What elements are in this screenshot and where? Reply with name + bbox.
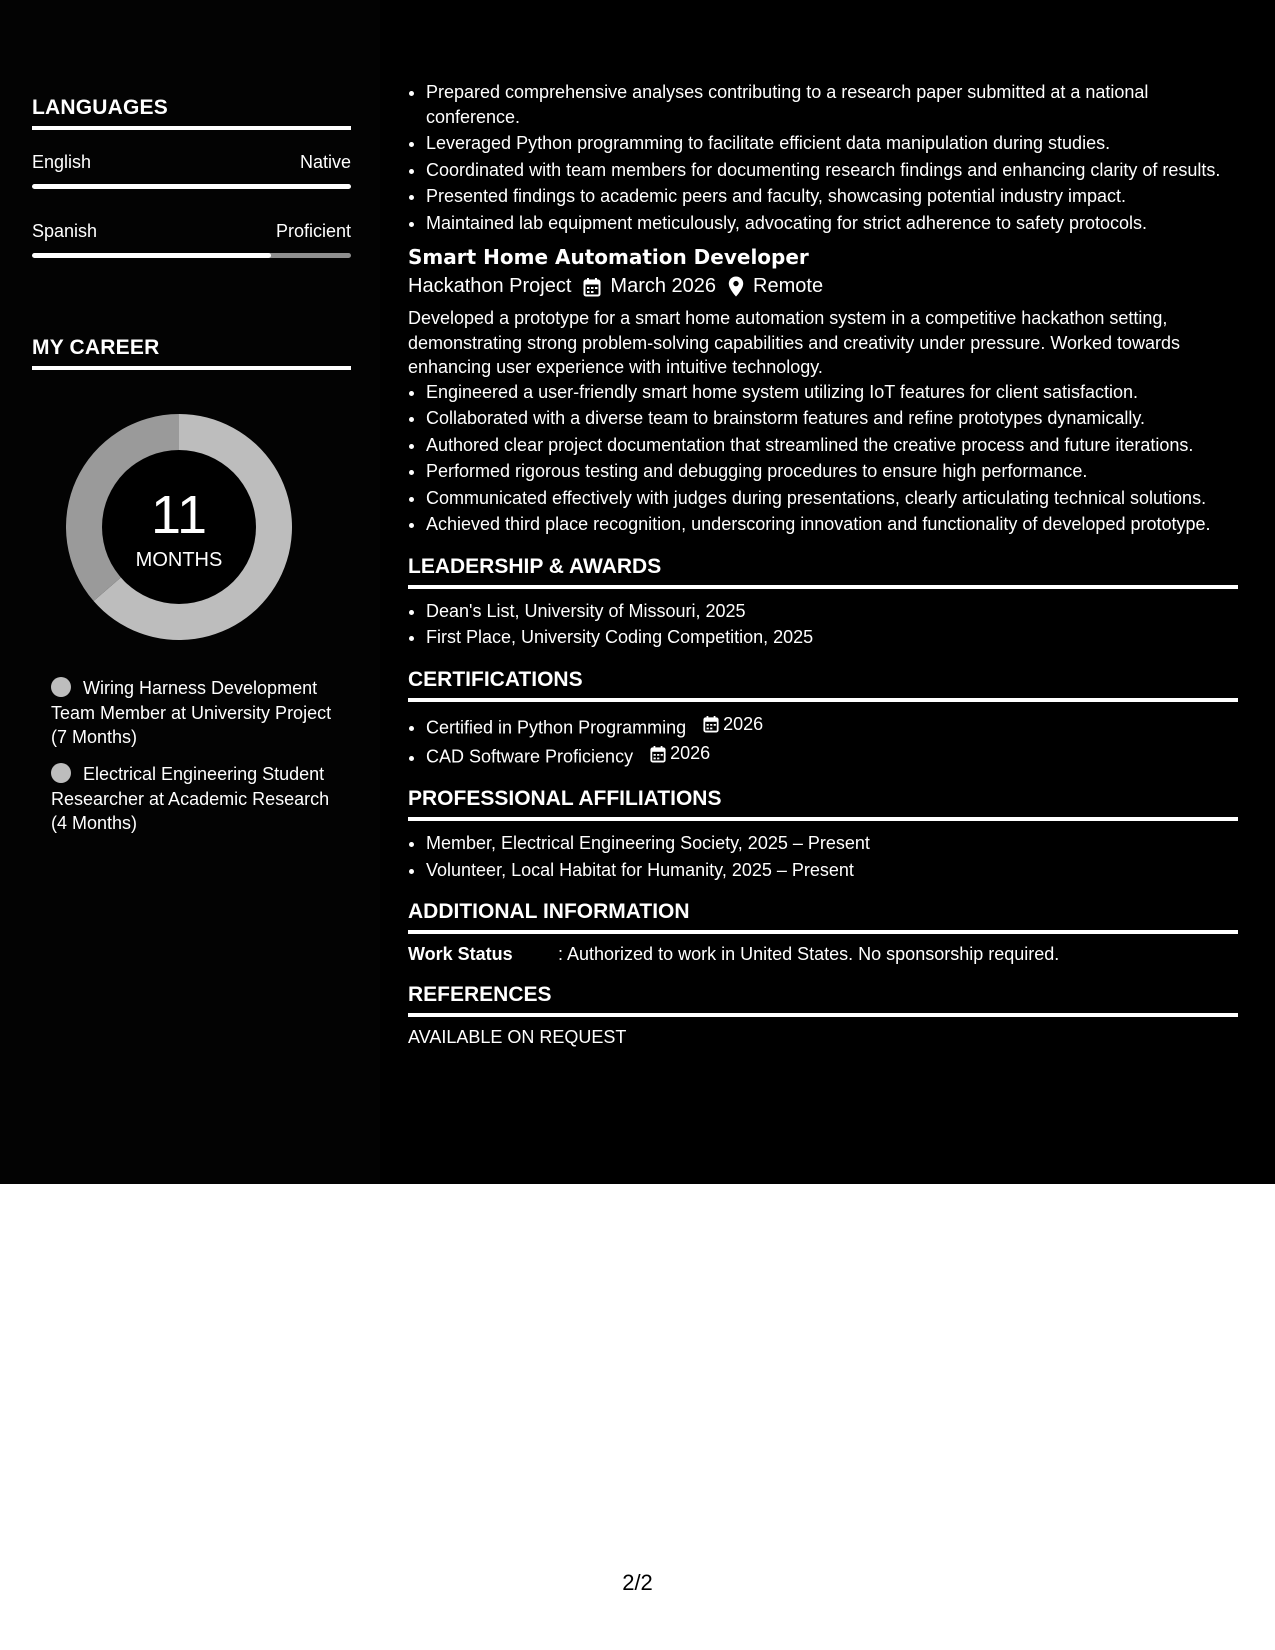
certification-year: 2026 bbox=[723, 713, 764, 734]
career-total-months: 11 bbox=[150, 485, 208, 545]
research-bullet: • Leveraged Python programming to facilitate efficient data manipulation during studies. bbox=[426, 131, 1238, 156]
affiliations-heading: PROFESSIONAL AFFILIATIONS bbox=[408, 787, 1238, 821]
certification-item bbox=[426, 712, 1238, 740]
career-item bbox=[51, 762, 341, 836]
affiliation-item: • Member, Electrical Engineering Society, 2025 – Present bbox=[426, 831, 1238, 856]
job-bullet: • Collaborated with a diverse team to brainstorm features and refine prototypes dynamically. bbox=[426, 406, 1238, 431]
language-row-spanish bbox=[32, 221, 351, 242]
language-level: Native bbox=[299, 152, 351, 172]
main-column bbox=[408, 80, 1238, 1048]
certifications-list bbox=[408, 712, 1238, 770]
language-bar-spanish bbox=[32, 253, 351, 258]
career-item-label: Electrical Engineering Student Researcher at Academic Research (4 Months) bbox=[51, 764, 330, 833]
certification-date bbox=[703, 712, 763, 737]
language-bar-fill bbox=[32, 253, 271, 258]
calendar-icon bbox=[650, 745, 666, 763]
references-text: AVAILABLE ON REQUEST bbox=[408, 1027, 627, 1047]
awards-list bbox=[408, 599, 1238, 650]
certifications-heading: CERTIFICATIONS bbox=[408, 668, 1238, 702]
work-status-label: Work Status bbox=[408, 944, 513, 964]
language-row-english bbox=[32, 152, 351, 173]
certification-date bbox=[650, 741, 710, 766]
calendar-icon bbox=[703, 715, 719, 733]
career-item bbox=[51, 676, 341, 750]
awards-heading: LEADERSHIP & AWARDS bbox=[408, 555, 1238, 589]
language-name: English bbox=[32, 152, 92, 172]
language-bar-fill bbox=[32, 184, 351, 189]
certification-year: 2026 bbox=[670, 743, 711, 764]
language-name: Spanish bbox=[32, 221, 98, 241]
job-organization: Hackathon Project bbox=[408, 275, 572, 297]
career-item-label: Wiring Harness Development Team Member at University Project (7 Months) bbox=[51, 678, 332, 747]
calendar-icon bbox=[583, 277, 601, 297]
job-location: Remote bbox=[753, 275, 824, 297]
job-date: March 2026 bbox=[610, 275, 717, 297]
language-bar-english bbox=[32, 184, 351, 189]
research-bullet: • Prepared comprehensive analyses contributing to a research paper submitted at a national conference. bbox=[426, 80, 1238, 129]
references-heading: REFERENCES bbox=[408, 983, 1238, 1017]
affiliations-list bbox=[408, 831, 1238, 882]
affiliation-item: • Volunteer, Local Habitat for Humanity, 2025 – Present bbox=[426, 858, 1238, 883]
award-item: • Dean's List, University of Missouri, 2025 bbox=[426, 599, 1238, 624]
job-description: Developed a prototype for a smart home automation system in a competitive hackathon setting, demonstrating strong problem-solving capabilities and creativity under pressure. Worked towards enhancing user experience with intuitive technology. bbox=[408, 308, 1181, 377]
job-bullet: • Engineered a user-friendly smart home system utilizing IoT features for client satisfaction. bbox=[426, 380, 1238, 405]
career-heading: MY CAREER bbox=[32, 336, 351, 370]
certification-name: CAD Software Proficiency bbox=[426, 746, 634, 767]
career-legend-dot bbox=[51, 677, 71, 697]
languages-heading: LANGUAGES bbox=[32, 96, 351, 130]
job-bullet: • Communicated effectively with judges during presentations, clearly articulating technical solutions. bbox=[426, 486, 1238, 511]
job-meta bbox=[408, 275, 1238, 298]
career-legend-dot bbox=[51, 763, 71, 783]
research-bullet-list bbox=[408, 80, 1238, 235]
research-bullet: • Maintained lab equipment meticulously, advocating for strict adherence to safety protocols. bbox=[426, 211, 1238, 236]
research-bullet: • Coordinated with team members for documenting research findings and enhancing clarity of results. bbox=[426, 158, 1238, 183]
work-status-row bbox=[408, 944, 1238, 965]
job-title: Smart Home Automation Developer bbox=[408, 245, 809, 269]
job-bullet: • Authored clear project documentation that streamlined the creative process and future iterations. bbox=[426, 433, 1238, 458]
certification-item bbox=[426, 741, 1238, 769]
career-months-label: MONTHS bbox=[135, 549, 223, 571]
research-bullet: • Presented findings to academic peers and faculty, showcasing potential industry impact. bbox=[426, 184, 1238, 209]
job-bullet-list bbox=[408, 380, 1238, 537]
work-status-value: : Authorized to work in United States. No sponsorship required. bbox=[558, 944, 1060, 964]
location-pin-icon bbox=[728, 276, 744, 297]
job-bullet: • Performed rigorous testing and debugging procedures to ensure high performance. bbox=[426, 459, 1238, 484]
job-bullet: • Achieved third place recognition, underscoring innovation and functionality of developed prototype. bbox=[426, 512, 1238, 537]
additional-info-heading: ADDITIONAL INFORMATION bbox=[408, 900, 1238, 934]
award-item: • First Place, University Coding Competition, 2025 bbox=[426, 625, 1238, 650]
certification-name: Certified in Python Programming bbox=[426, 716, 687, 737]
page-number: 2/2 bbox=[622, 1570, 653, 1595]
language-level: Proficient bbox=[275, 221, 351, 241]
